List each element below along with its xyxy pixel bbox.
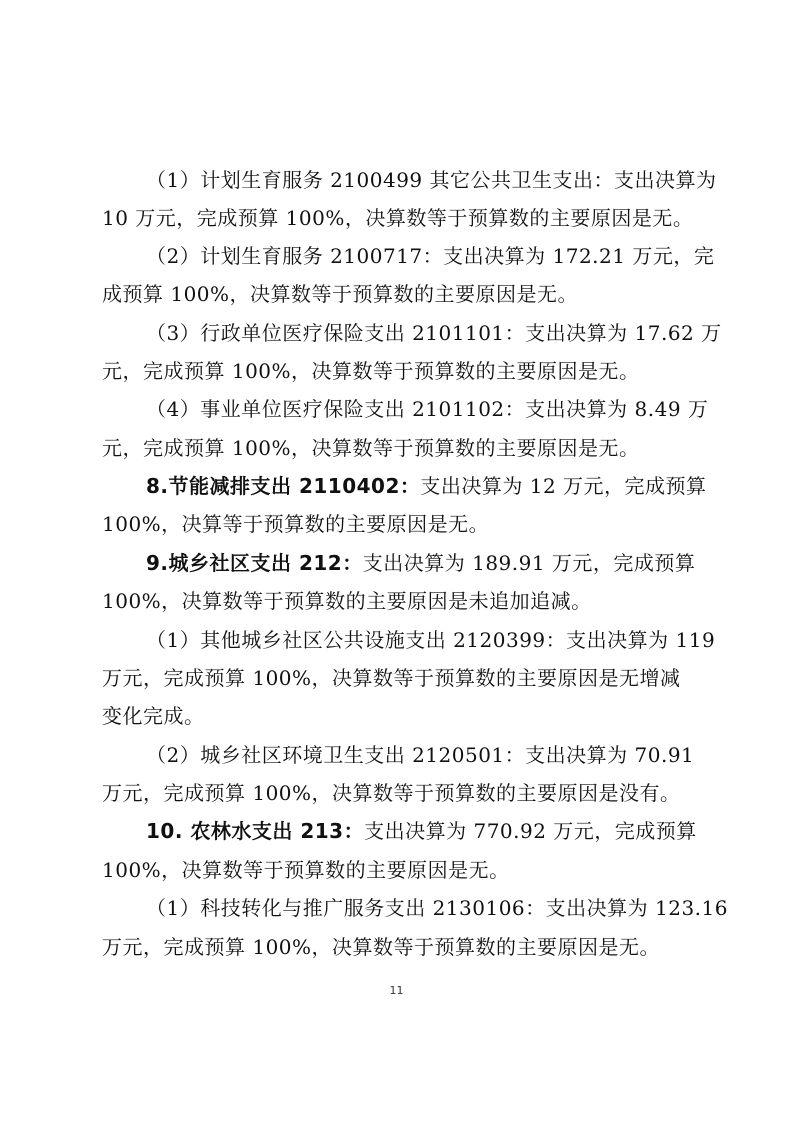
paragraph-line: （4）事业单位医疗保险支出 2101102：支出决算为 8.49 万 — [146, 397, 709, 421]
paragraph-line: 万元，完成预算 100%，决算数等于预算数的主要原因是没有。 — [102, 781, 681, 805]
paragraph-line: 万元，完成预算 100%，决算数等于预算数的主要原因是无。 — [102, 935, 661, 959]
paragraph-line: 元，完成预算 100%，决算数等于预算数的主要原因是无。 — [102, 436, 640, 460]
paragraph-text: 支出决算为 12 万元，完成预算 — [420, 474, 707, 498]
paragraph-line: （3）行政单位医疗保险支出 2101101：支出决算为 17.62 万 — [146, 321, 722, 345]
paragraph-line: （1）计划生育服务 2100499 其它公共卫生支出：支出决算为 — [146, 168, 717, 192]
paragraph-line: 元，完成预算 100%，决算数等于预算数的主要原因是无。 — [102, 359, 640, 383]
section-heading: 9.城乡社区支出 212： — [146, 551, 363, 575]
section-heading-line — [0, 547, 793, 579]
paragraph-text: 支出决算为 189.91 万元，完成预算 — [362, 551, 696, 575]
section-heading: 10. 农林水支出 213： — [146, 819, 365, 843]
section-heading-line — [0, 470, 793, 502]
paragraph-line: 成预算 100%，决算数等于预算数的主要原因是无。 — [102, 282, 579, 306]
paragraph-line: 万元，完成预算 100%，决算数等于预算数的主要原因是无增减 — [102, 666, 681, 690]
paragraph-text: 支出决算为 770.92 万元，完成预算 — [364, 819, 697, 843]
paragraph-line: 10 万元，完成预算 100%，决算数等于预算数的主要原因是无。 — [102, 206, 694, 230]
section-heading-line — [0, 815, 793, 847]
paragraph-line: 100%，决算等于预算数的主要原因是无。 — [102, 512, 490, 536]
paragraph-line: 变化完成。 — [102, 704, 205, 728]
paragraph-line: （2）计划生育服务 2100717：支出决算为 172.21 万元，完 — [146, 244, 715, 268]
paragraph-line: （2）城乡社区环境卫生支出 2120501：支出决算为 70.91 — [146, 743, 695, 767]
paragraph-line: 100%，决算数等于预算数的主要原因是未追加追减。 — [102, 589, 592, 613]
section-heading: 8.节能减排支出 2110402： — [146, 474, 421, 498]
page-number: 11 — [389, 984, 404, 997]
paragraph-line: 100%，决算数等于预算数的主要原因是无。 — [102, 858, 510, 882]
paragraph-line: （1）其他城乡社区公共设施支出 2120399：支出决算为 119 — [146, 628, 716, 652]
paragraph-line: （1）科技转化与推广服务支出 2130106：支出决算为 123.16 — [146, 896, 728, 920]
